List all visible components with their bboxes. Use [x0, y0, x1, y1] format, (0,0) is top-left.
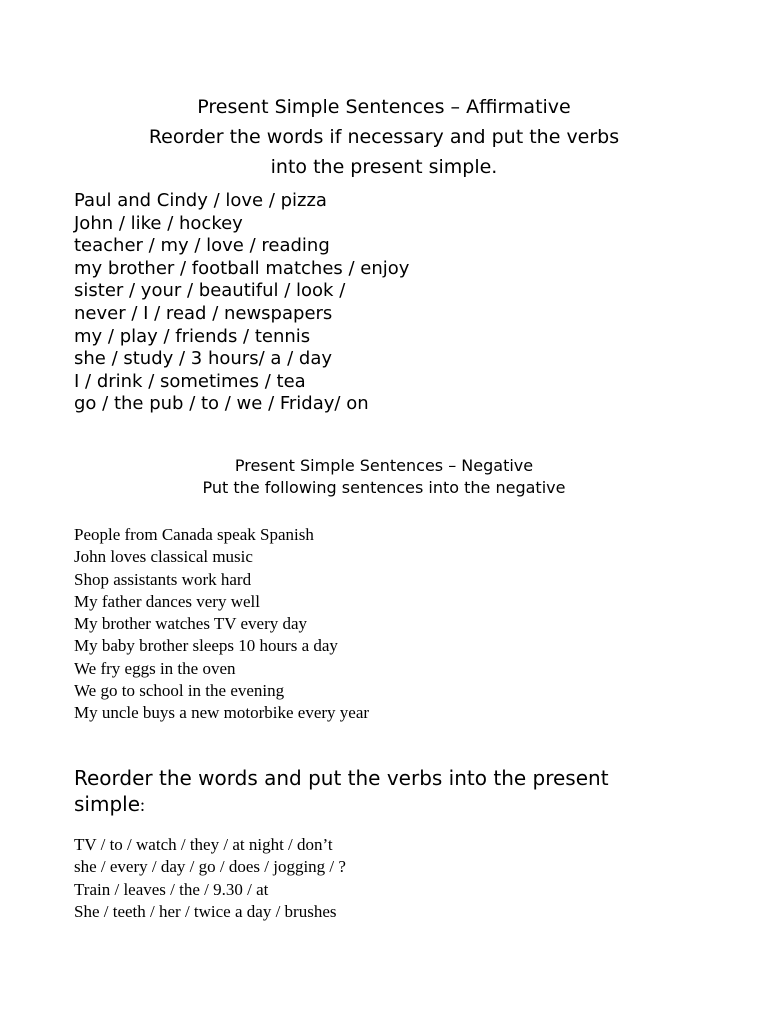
section1-list	[74, 190, 409, 416]
list-item: My brother watches TV every day	[74, 614, 308, 634]
section3-list	[74, 834, 346, 923]
section2-instruction: Put the following sentences into the negative	[202, 478, 566, 497]
list-item: We go to school in the evening	[74, 681, 285, 701]
list-item: TV / to / watch / they / at night / don’t	[74, 835, 333, 854]
section1-instruction-line1: Reorder the words if necessary and put the verbs	[148, 126, 620, 148]
section3-heading-line1: Reorder the words and put the verbs into the present	[74, 766, 609, 790]
list-item: My baby brother sleeps 10 hours a day	[74, 636, 338, 656]
section1-instruction-line2: into the present simple.	[270, 156, 498, 178]
list-item: my brother / football matches / enjoy	[74, 257, 410, 279]
list-item: she / study / 3 hours/ a / day	[74, 348, 333, 370]
section3-heading-line2	[74, 791, 694, 818]
list-item: Train / leaves / the / 9.30 / at	[74, 879, 269, 899]
section3-heading	[74, 765, 694, 818]
section2-title: Present Simple Sentences – Negative	[234, 456, 534, 475]
list-item: teacher / my / love / reading	[74, 235, 330, 257]
section2-list	[74, 524, 369, 725]
section1-header	[0, 92, 768, 182]
list-item: never / I / read / newspapers	[74, 302, 333, 324]
list-item: go / the pub / to / we / Friday/ on	[74, 393, 369, 415]
list-item: I / drink / sometimes / tea	[74, 370, 306, 392]
section3-heading-line2-text: simple	[74, 792, 141, 816]
list-item: John / like / hockey	[74, 212, 243, 234]
list-item: My uncle buys a new motorbike every year	[74, 703, 370, 723]
list-item: Paul and Cindy / love / pizza	[74, 190, 327, 211]
list-item: John loves classical music	[74, 547, 253, 567]
list-item: sister / your / beautiful / look /	[74, 280, 346, 302]
list-item: People from Canada speak Spanish	[74, 525, 314, 544]
list-item: Shop assistants work hard	[74, 569, 252, 589]
list-item: my / play / friends / tennis	[74, 325, 311, 347]
list-item: My father dances very well	[74, 591, 260, 611]
list-item: she / every / day / go / does / jogging / ?	[74, 857, 346, 877]
list-item: We fry eggs in the oven	[74, 658, 236, 678]
section3-heading-colon: :	[140, 795, 146, 815]
section1-title: Present Simple Sentences – Affirmative	[197, 96, 571, 118]
list-item: She / teeth / her / twice a day / brushes	[74, 901, 337, 921]
section2-header	[0, 455, 768, 499]
